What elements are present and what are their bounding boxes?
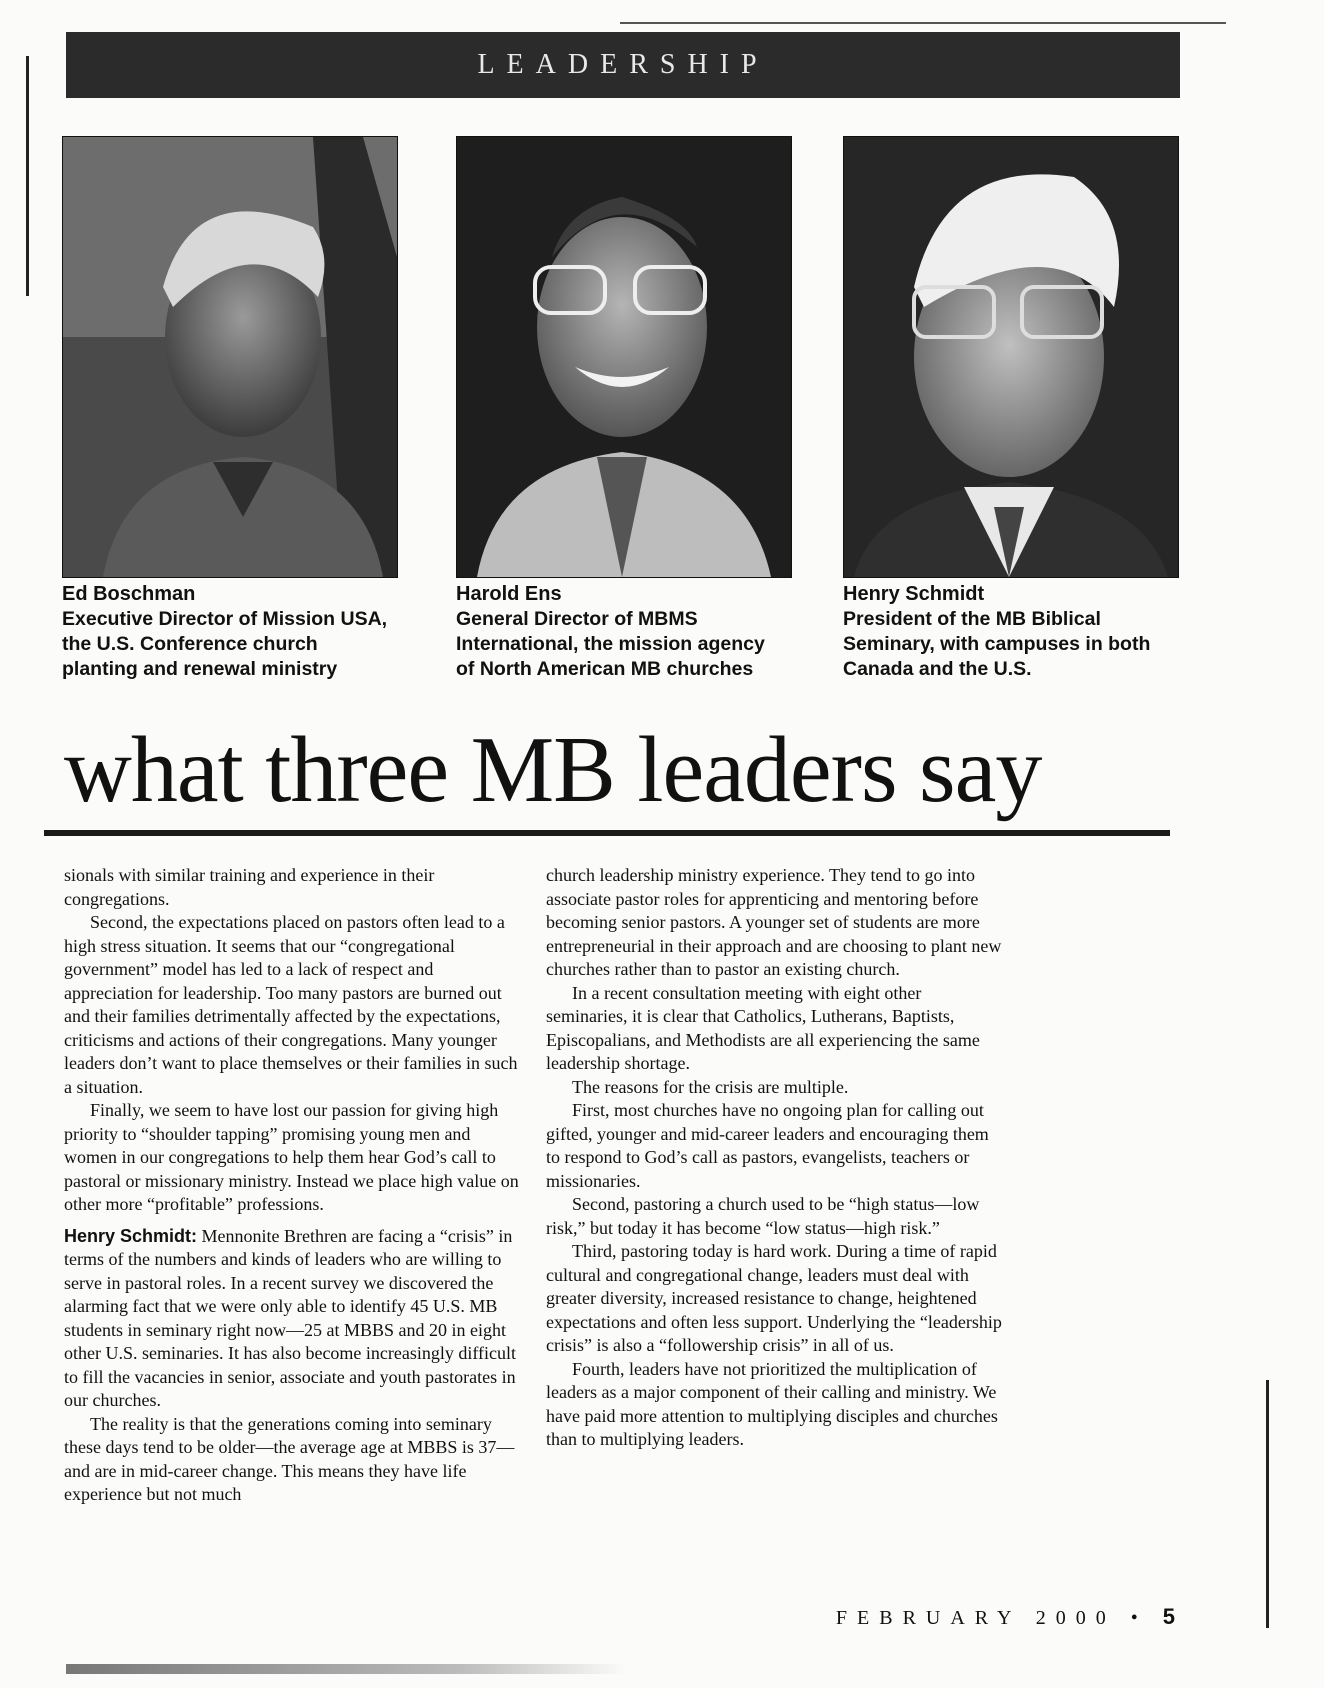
paragraph: sionals with similar training and experience in their congregations. <box>64 865 435 909</box>
leader-title-line: Canada and the U.S. <box>843 658 1032 680</box>
issue-date: FEBRUARY 2000 • <box>835 1607 1148 1629</box>
paragraph: Fourth, leaders have not prioritized the multiplication of leaders as a major component of their calling and ministry. We have paid more attention to multiplying disciples and churches than to multiplying leaders. <box>546 1358 998 1449</box>
paragraph: Third, pastoring today is hard work. During a time of rapid cultural and congregational change, leaders must deal with greater diversity, increased resistance to change, heightened expectations and often less support. Underlying the “leadership crisis” is also a “followership crisis” in all of us. <box>546 1241 1002 1355</box>
paragraph: Second, the expectations placed on pastors often lead to a high stress situation. It seems that our “congregational government” model has led to a lack of respect and appreciation for leadership. Too many pastors are burned out and their families detrimentally affected by the expectations, criticisms and actions of their congregations. Many younger leaders don’t want to place themselves or their families in such a situation. <box>64 912 518 1097</box>
caption-harold-ens <box>456 582 796 682</box>
top-margin-rule <box>620 22 1226 24</box>
paragraph-text: Mennonite Brethren are facing a “crisis” in terms of the numbers and kinds of leaders who are willing to serve in pastoral roles. In a recent survey we discovered the alarming fact that we were only able to identify 45 U.S. MB students in seminary right now—25 at MBBS and 20 in eight other U.S. seminaries. It has also become increasingly difficult to fill the vacancies in senior, associate and youth pastorates in our churches. <box>64 1225 517 1410</box>
paragraph: Finally, we seem to have lost our passion for giving high priority to “shoulder tapping” promising young men and women in our congregations to help them hear God’s call to pastoral or missionary ministry. Instead we place high value on other more “profitable” professions. <box>64 1100 519 1214</box>
portrait-ed-boschman <box>62 136 398 578</box>
leader-title-line: Executive Director of Mission USA, <box>62 608 388 630</box>
paragraph: The reasons for the crisis are multiple. <box>572 1076 849 1097</box>
leader-title-line: President of the MB Biblical <box>843 608 1101 630</box>
leader-name: Henry Schmidt <box>843 583 985 605</box>
article-column-left <box>64 864 524 1507</box>
leader-name: Ed Boschman <box>62 583 196 605</box>
paragraph: In a recent consultation meeting with eight other seminaries, it is clear that Catholics, Lutherans, Baptists, Episcopalians, and Methodists are all experiencing the same leadership shortage. <box>546 982 980 1073</box>
bottom-scan-edge <box>66 1664 626 1674</box>
left-margin-rule <box>26 56 29 296</box>
leader-title-line: the U.S. Conference church <box>62 633 318 655</box>
leader-title-line: planting and renewal ministry <box>62 658 338 680</box>
leader-title-line: of North American MB churches <box>456 658 754 680</box>
leader-title-line: International, the mission agency <box>456 633 765 655</box>
caption-ed-boschman <box>62 582 402 682</box>
portrait-henry-schmidt <box>843 136 1179 578</box>
right-margin-rule <box>1266 1380 1269 1628</box>
speaker-label: Henry Schmidt: <box>64 1225 198 1246</box>
paragraph <box>64 1225 524 1413</box>
section-header: LEADERSHIP <box>66 32 1180 98</box>
leader-title-line: General Director of MBMS <box>456 608 698 630</box>
headline-rule <box>44 830 1170 836</box>
paragraph: First, most churches have no ongoing plan for calling out gifted, younger and mid-career leaders and encouraging them to respond to God’s call as pastors, evangelists, teachers or missionaries. <box>546 1100 989 1191</box>
paragraph: Second, pastoring a church used to be “high status—low risk,” but today it has become “low status—high risk.” <box>546 1194 980 1238</box>
caption-henry-schmidt <box>843 582 1183 682</box>
portrait-harold-ens <box>456 136 792 578</box>
page-footer <box>820 1604 1175 1630</box>
article-headline: what three MB leaders say <box>64 718 1042 822</box>
article-column-right <box>546 864 1006 1452</box>
paragraph: church leadership ministry experience. They tend to go into associate pastor roles for apprenticing and mentoring before becoming senior pastors. A younger set of students are more entrepreneurial in their approach and are choosing to plant new churches rather than to pastor an existing church. <box>546 865 1002 979</box>
leader-name: Harold Ens <box>456 583 562 605</box>
page-number: 5 <box>1162 1604 1175 1629</box>
paragraph: The reality is that the generations coming into seminary these days tend to be older—the average age at MBBS is 37—and are in mid-career change. This means they have life experience but not much <box>64 1413 515 1504</box>
leader-title-line: Seminary, with campuses in both <box>843 633 1151 655</box>
